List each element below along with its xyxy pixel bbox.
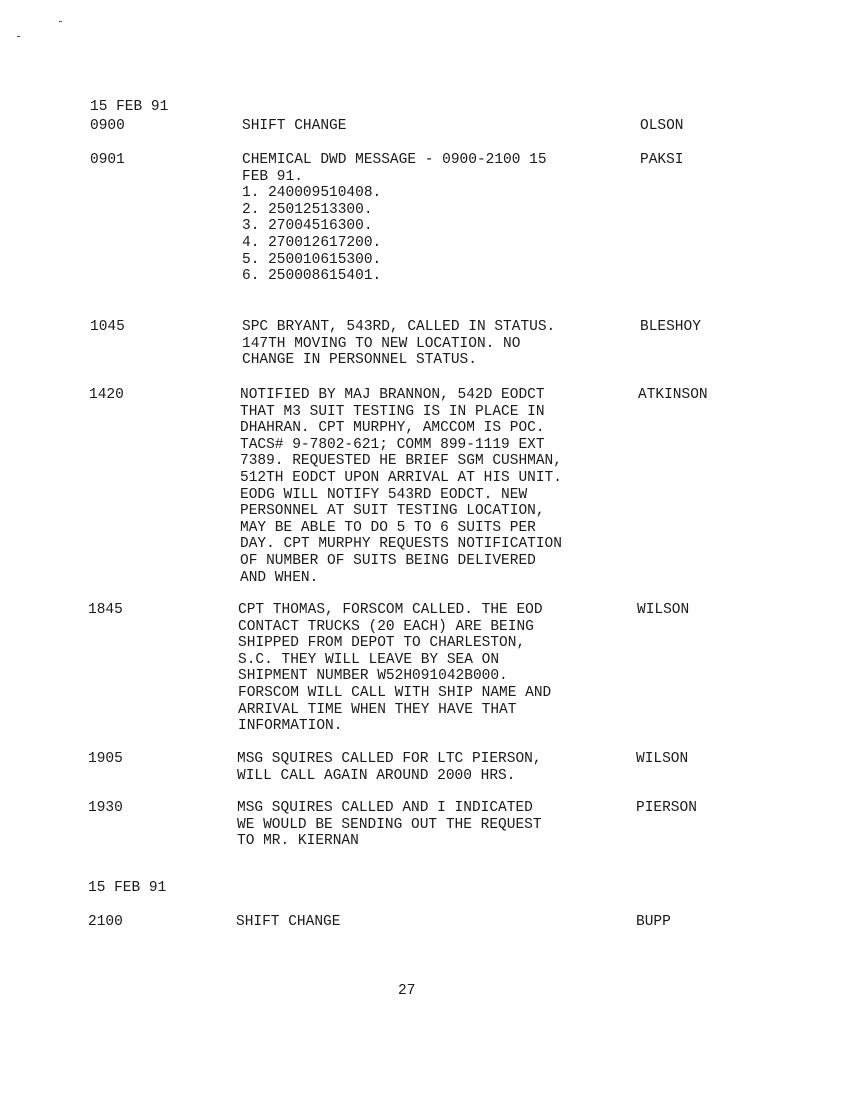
- entry-name: WILSON: [636, 751, 689, 767]
- entry-line: MSG SQUIRES CALLED AND I INDICATED: [237, 800, 533, 816]
- header-date: 15 FEB 91: [90, 99, 169, 115]
- entry-line: TO MR. KIERNAN: [237, 833, 359, 850]
- entry-line: MAY BE ABLE TO DO 5 TO 6 SUITS PER: [240, 519, 536, 536]
- entry-line: OF NUMBER OF SUITS BEING DELIVERED: [240, 552, 536, 569]
- entry-name: WILSON: [637, 602, 690, 618]
- entry-line: MSG SQUIRES CALLED FOR LTC PIERSON,: [237, 751, 542, 767]
- entry-line: SHIPPED FROM DEPOT TO CHARLESTON,: [238, 635, 526, 652]
- entry-line: 3. 27004516300.: [242, 218, 373, 235]
- entry-text: [237, 800, 542, 850]
- entry-line: 2. 25012513300.: [242, 201, 373, 218]
- entry-line: S.C. THEY WILL LEAVE BY SEA ON: [238, 651, 500, 668]
- entry-line: 512TH EODCT UPON ARRIVAL AT HIS UNIT.: [240, 469, 562, 486]
- entry-time: 1905: [88, 751, 123, 767]
- entry-line: 1. 240009510408.: [242, 185, 382, 202]
- entry-line: CONTACT TRUCKS (20 EACH) ARE BEING: [238, 618, 534, 635]
- entry-line: AND WHEN.: [240, 569, 319, 586]
- entry-text: [240, 387, 562, 586]
- entry-line: PERSONNEL AT SUIT TESTING LOCATION,: [240, 503, 545, 520]
- entry-line: CHEMICAL DWD MESSAGE - 0900-2100 15: [242, 152, 547, 168]
- entry-line: DAY. CPT MURPHY REQUESTS NOTIFICATION: [240, 536, 562, 553]
- entry-text: SHIFT CHANGE: [236, 914, 341, 930]
- entry-time: 0900: [90, 118, 125, 134]
- entry-line: SHIPMENT NUMBER W52H091042B000.: [238, 668, 508, 685]
- entry-time: 1045: [90, 319, 125, 335]
- page-number: 27: [398, 983, 416, 999]
- entry-line: CPT THOMAS, FORSCOM CALLED. THE EOD: [238, 602, 543, 618]
- entry-line: 147TH MOVING TO NEW LOCATION. NO: [242, 335, 521, 352]
- entry-text: [242, 152, 547, 285]
- scan-speck: [59, 21, 62, 22]
- entry-time: 2100: [88, 914, 123, 930]
- entry-line: THAT M3 SUIT TESTING IS IN PLACE IN: [240, 403, 545, 420]
- entry-line: 4. 270012617200.: [242, 234, 382, 251]
- entry-line: EODG WILL NOTIFY 543RD EODCT. NEW: [240, 486, 528, 503]
- entry-text: [237, 751, 542, 784]
- entry-line: FEB 91.: [242, 168, 303, 185]
- entry-line: SHIFT CHANGE: [242, 118, 347, 134]
- entry-line: 5. 250010615300.: [242, 251, 382, 268]
- entry-time: 1420: [89, 387, 124, 403]
- entry-name: PAKSI: [640, 152, 684, 168]
- entry-time: 0901: [90, 152, 125, 168]
- entry-name: BLESHOY: [640, 319, 701, 335]
- entry-line: ARRIVAL TIME WHEN THEY HAVE THAT: [238, 701, 517, 718]
- entry-text: [242, 319, 555, 369]
- entry-line: CHANGE IN PERSONNEL STATUS.: [242, 352, 477, 369]
- entry-line: WE WOULD BE SENDING OUT THE REQUEST: [237, 816, 542, 833]
- entry-text: [242, 118, 346, 135]
- entry-name: OLSON: [640, 118, 684, 134]
- entry-name: ATKINSON: [638, 387, 708, 403]
- entry-line: 6. 250008615401.: [242, 268, 382, 285]
- entry-time: 1845: [88, 602, 123, 618]
- entry-line: FORSCOM WILL CALL WITH SHIP NAME AND: [238, 684, 552, 701]
- entry-name: PIERSON: [636, 800, 697, 816]
- entry-line: NOTIFIED BY MAJ BRANNON, 542D EODCT: [240, 387, 545, 403]
- entry-line: WILL CALL AGAIN AROUND 2000 HRS.: [237, 767, 516, 784]
- entry-line: INFORMATION.: [238, 718, 343, 735]
- entry-line: DHAHRAN. CPT MURPHY, AMCCOM IS POC.: [240, 420, 545, 437]
- scan-speck: [17, 36, 20, 37]
- entry-line: SPC BRYANT, 543RD, CALLED IN STATUS.: [242, 319, 556, 335]
- entry-line: 7389. REQUESTED HE BRIEF SGM CUSHMAN,: [240, 453, 562, 470]
- footer-date: 15 FEB 91: [88, 880, 167, 896]
- entry-time: 1930: [88, 800, 123, 816]
- entry-text: [238, 602, 551, 735]
- entry-line: TACS# 9-7802-621; COMM 899-1119 EXT: [240, 436, 545, 453]
- entry-name: BUPP: [636, 914, 671, 930]
